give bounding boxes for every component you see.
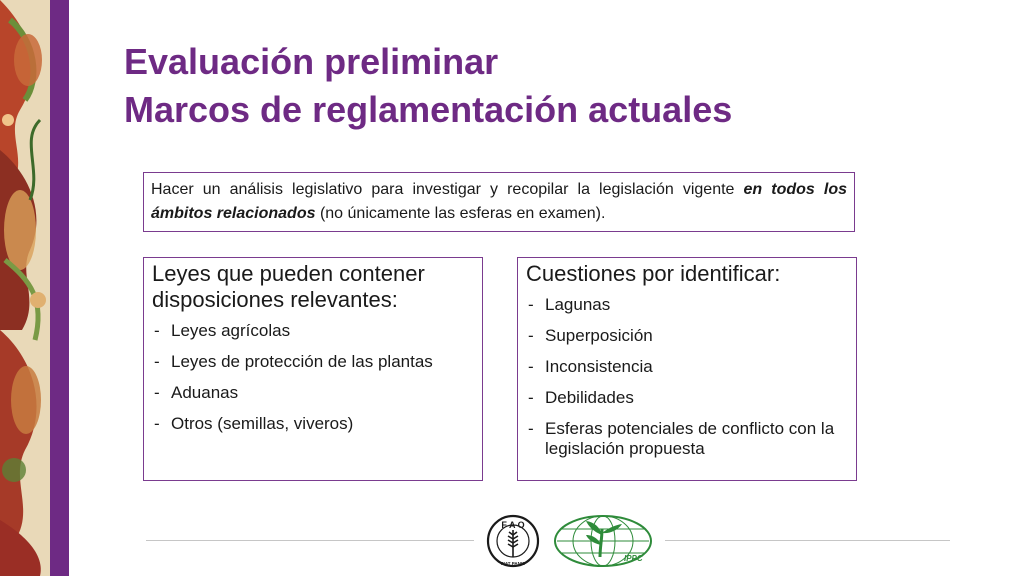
list-item-text: Esferas potenciales de conflicto con la legislación propuesta [545,419,835,458]
list-item-text: Debilidades [545,388,634,407]
list-item [526,388,848,408]
bullet-dash: - [528,295,534,314]
list-item [526,326,848,346]
slide-title [124,38,732,134]
list-item-text: Aduanas [171,383,239,402]
list-item-text: Lagunas [545,295,611,314]
fao-logo [486,513,540,569]
bullet-dash: - [528,357,534,376]
ippc-logo [552,513,654,569]
ippc-letters: IPPC [624,554,643,563]
intro-text-end: (no únicamente las esferas en examen). [315,205,606,222]
fao-motto: FIAT PANIS [500,561,526,566]
list-item-text: Otros (semillas, viveros) [171,414,354,433]
list-item [152,321,474,341]
intro-emphasis: en todos los ámbitos relacionados [151,181,847,222]
issues-card [517,257,857,481]
intro-statement [143,172,855,232]
bullet-dash: - [154,321,160,340]
intro-text-start: Hacer un análisis legislativo para investigar y recopilar la legislación vigente [151,181,744,198]
laws-list [152,321,474,434]
list-item-text: Leyes agrícolas [171,321,291,340]
fao-letters: F A O [501,520,525,530]
bullet-dash: - [154,383,160,402]
issues-list [526,295,848,459]
list-item-text: Superposición [545,326,653,345]
decorative-botanical-art [0,0,50,576]
footer-divider-left [146,540,474,541]
title-line-2: Marcos de reglamentación actuales [124,89,733,130]
bullet-dash: - [528,326,534,345]
bullet-dash: - [528,388,534,407]
list-item [526,357,848,377]
list-item [152,352,474,372]
list-item [526,295,848,315]
laws-card-heading: Leyes que pueden contener disposiciones relevantes: [152,261,425,312]
bullet-dash: - [154,352,160,371]
list-item-text: Inconsistencia [545,357,653,376]
title-line-1: Evaluación preliminar [124,41,499,82]
laws-card [143,257,483,481]
list-item [526,419,848,459]
list-item-text: Leyes de protección de las plantas [171,352,433,371]
accent-bar [50,0,69,576]
issues-card-heading: Cuestiones por identificar: [526,261,781,286]
bullet-dash: - [528,419,534,438]
list-item [152,383,474,403]
bullet-dash: - [154,414,160,433]
list-item [152,414,474,434]
footer-divider-right [665,540,950,541]
